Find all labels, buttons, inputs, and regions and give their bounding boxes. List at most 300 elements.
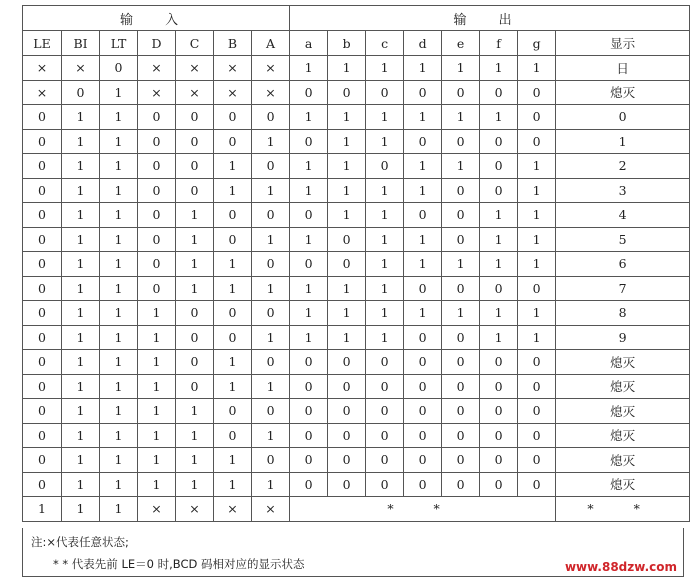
table-cell: 1 <box>366 129 404 154</box>
table-cell: 1 <box>442 301 480 326</box>
table-cell: 1 <box>404 227 442 252</box>
table-cell: 1 <box>290 301 328 326</box>
table-row <box>23 472 690 497</box>
table-cell: × <box>176 56 214 81</box>
table-row <box>23 105 690 130</box>
table-cell: 0 <box>442 178 480 203</box>
table-cell: 1 <box>518 325 556 350</box>
table-cell: 1 <box>480 203 518 228</box>
table-cell: 1 <box>290 178 328 203</box>
table-cell: 1 <box>518 227 556 252</box>
table-cell: 0 <box>138 154 176 179</box>
table-row <box>23 178 690 203</box>
table-cell: 1 <box>366 227 404 252</box>
table-cell: 0 <box>176 178 214 203</box>
table-cell: 1 <box>138 399 176 424</box>
table-cell: 1 <box>100 227 138 252</box>
table-cell: 0 <box>442 472 480 497</box>
table-cell: 1 <box>100 276 138 301</box>
table-cell: 0 <box>442 423 480 448</box>
table-cell: 1 <box>176 423 214 448</box>
table-cell: 1 <box>328 301 366 326</box>
table-cell: 1 <box>100 203 138 228</box>
table-cell: 1 <box>328 178 366 203</box>
table-cell: 0 <box>404 325 442 350</box>
table-cell: 1 <box>100 154 138 179</box>
table-cell: 0 <box>518 105 556 130</box>
table-cell: 0 <box>290 350 328 375</box>
table-cell: 1 <box>480 56 518 81</box>
table-cell: 1 <box>176 448 214 473</box>
column-header: LT <box>100 31 138 56</box>
column-header: LE <box>23 31 62 56</box>
table-cell: 0 <box>138 178 176 203</box>
table-cell: 日 <box>556 56 690 81</box>
table-cell: 1 <box>518 301 556 326</box>
table-row <box>23 399 690 424</box>
table-cell: 1 <box>442 105 480 130</box>
table-row <box>23 129 690 154</box>
table-cell: 1 <box>138 423 176 448</box>
table-cell: 1 <box>23 497 62 522</box>
table-cell: 0 <box>328 252 366 277</box>
table-cell: 0 <box>23 301 62 326</box>
table-cell: 熄灭 <box>556 423 690 448</box>
table-cell: 1 <box>176 472 214 497</box>
table-cell: 8 <box>556 301 690 326</box>
table-cell: 0 <box>214 203 252 228</box>
table-cell: 0 <box>23 154 62 179</box>
table-cell: 0 <box>442 276 480 301</box>
table-cell: 0 <box>62 80 100 105</box>
table-cell: 1 <box>290 56 328 81</box>
table-cell: 0 <box>518 276 556 301</box>
table-cell: 1 <box>366 56 404 81</box>
table-cell: 1 <box>290 154 328 179</box>
table-cell: 0 <box>252 448 290 473</box>
table-cell: 0 <box>442 325 480 350</box>
table-cell: 0 <box>480 276 518 301</box>
table-cell: 0 <box>518 350 556 375</box>
table-cell: 1 <box>100 423 138 448</box>
table-cell: 0 <box>442 350 480 375</box>
table-cell: × <box>62 56 100 81</box>
table-cell: 0 <box>290 399 328 424</box>
table-cell: 1 <box>480 325 518 350</box>
table-cell: 0 <box>328 399 366 424</box>
table-cell: 0 <box>100 56 138 81</box>
table-cell: 0 <box>518 448 556 473</box>
table-cell: 1 <box>366 325 404 350</box>
table-cell: × <box>252 497 290 522</box>
table-cell: 2 <box>556 154 690 179</box>
table-cell: 0 <box>23 276 62 301</box>
table-cell: 1 <box>518 203 556 228</box>
table-cell: 1 <box>290 105 328 130</box>
table-cell: 1 <box>62 252 100 277</box>
table-cell: 4 <box>556 203 690 228</box>
table-cell: 1 <box>518 56 556 81</box>
table-cell: 0 <box>23 129 62 154</box>
table-cell: 1 <box>62 276 100 301</box>
table-cell: × <box>138 56 176 81</box>
table-cell: 0 <box>442 203 480 228</box>
table-cell: 1 <box>214 276 252 301</box>
table-cell: 1 <box>214 350 252 375</box>
table-cell: 0 <box>252 301 290 326</box>
table-cell: 0 <box>366 472 404 497</box>
table-cell: × <box>252 80 290 105</box>
table-cell: 0 <box>138 276 176 301</box>
table-cell: 1 <box>442 56 480 81</box>
table-cell: 1 <box>328 105 366 130</box>
column-header: b <box>328 31 366 56</box>
table-cell: × <box>23 56 62 81</box>
table-row <box>23 301 690 326</box>
column-header: 显示 <box>556 31 690 56</box>
table-cell: 0 <box>404 374 442 399</box>
table-cell: 0 <box>518 399 556 424</box>
table-cell: 0 <box>518 374 556 399</box>
table-cell: 1 <box>252 178 290 203</box>
truth-table <box>22 5 690 522</box>
table-cell: 0 <box>252 105 290 130</box>
table-cell: 1 <box>328 276 366 301</box>
table-cell: 1 <box>62 497 100 522</box>
table-cell: 1 <box>252 129 290 154</box>
table-cell: 1 <box>214 154 252 179</box>
table-cell: 1 <box>404 178 442 203</box>
table-row <box>23 350 690 375</box>
table-cell: × <box>176 80 214 105</box>
table-cell: 1 <box>100 325 138 350</box>
previous-state-outputs: * * <box>290 497 556 522</box>
table-cell: 1 <box>138 301 176 326</box>
table-cell: 1 <box>176 399 214 424</box>
table-cell: 1 <box>62 129 100 154</box>
table-cell: 1 <box>404 154 442 179</box>
table-cell: 1 <box>100 374 138 399</box>
table-cell: 0 <box>480 154 518 179</box>
table-cell: 0 <box>176 154 214 179</box>
table-cell: 1 <box>100 252 138 277</box>
table-row <box>23 423 690 448</box>
table-cell: 0 <box>23 374 62 399</box>
table-cell: 0 <box>23 105 62 130</box>
footnote-line-2: * * 代表先前 LE＝0 时,BCD 码相对应的显示状态 <box>53 557 305 571</box>
table-cell: 1 <box>290 276 328 301</box>
table-cell: 1 <box>62 399 100 424</box>
column-header: d <box>404 31 442 56</box>
table-cell: 0 <box>404 399 442 424</box>
table-cell: 0 <box>214 301 252 326</box>
table-cell: 0 <box>404 276 442 301</box>
table-cell: 0 <box>366 374 404 399</box>
table-cell: 0 <box>442 227 480 252</box>
table-cell: × <box>23 80 62 105</box>
table-cell: 0 <box>290 472 328 497</box>
watermark: www.88dzw.com <box>564 560 677 574</box>
table-cell: 0 <box>480 80 518 105</box>
table-cell: 1 <box>138 472 176 497</box>
table-cell: 0 <box>290 203 328 228</box>
table-cell: 5 <box>556 227 690 252</box>
table-cell: 0 <box>214 129 252 154</box>
table-cell: 1 <box>100 448 138 473</box>
column-header: A <box>252 31 290 56</box>
table-row <box>23 154 690 179</box>
table-cell: 0 <box>328 423 366 448</box>
table-cell: 1 <box>328 154 366 179</box>
table-cell: 0 <box>366 350 404 375</box>
column-header: f <box>480 31 518 56</box>
table-cell: 0 <box>442 448 480 473</box>
column-header: BI <box>62 31 100 56</box>
table-cell: 1 <box>252 325 290 350</box>
table-cell: 1 <box>328 129 366 154</box>
table-cell: 1 <box>100 178 138 203</box>
table-cell: 7 <box>556 276 690 301</box>
table-cell: 1 <box>404 105 442 130</box>
table-cell: 0 <box>404 80 442 105</box>
table-cell: 1 <box>518 154 556 179</box>
column-header: c <box>366 31 404 56</box>
column-header: D <box>138 31 176 56</box>
table-cell: 1 <box>366 105 404 130</box>
table-cell: 1 <box>214 472 252 497</box>
table-cell: 0 <box>252 399 290 424</box>
table-cell: 0 <box>23 325 62 350</box>
table-cell: 1 <box>518 252 556 277</box>
table-cell: 0 <box>176 350 214 375</box>
table-cell: 1 <box>252 374 290 399</box>
table-cell: 1 <box>100 105 138 130</box>
table-cell: 0 <box>404 448 442 473</box>
table-cell: 1 <box>518 178 556 203</box>
table-cell: 0 <box>480 129 518 154</box>
table-cell: 1 <box>252 276 290 301</box>
footnote <box>22 528 684 577</box>
table-cell: 0 <box>214 399 252 424</box>
table-cell: 0 <box>214 325 252 350</box>
table-cell: × <box>252 56 290 81</box>
table-cell: 1 <box>176 276 214 301</box>
table-cell: 0 <box>518 129 556 154</box>
table-cell: 0 <box>442 80 480 105</box>
table-cell: 熄灭 <box>556 80 690 105</box>
table-cell: 0 <box>214 105 252 130</box>
table-cell: 0 <box>442 129 480 154</box>
table-cell: 1 <box>404 252 442 277</box>
table-cell: 0 <box>328 80 366 105</box>
column-header: e <box>442 31 480 56</box>
table-cell: 0 <box>404 350 442 375</box>
table-cell: 0 <box>404 203 442 228</box>
table-cell: 0 <box>252 154 290 179</box>
table-cell: 1 <box>176 227 214 252</box>
table-cell: 1 <box>328 203 366 228</box>
table-cell: 1 <box>100 301 138 326</box>
table-cell: 1 <box>100 399 138 424</box>
table-cell: 1 <box>62 301 100 326</box>
table-cell: × <box>214 497 252 522</box>
table-row <box>23 374 690 399</box>
table-cell: 1 <box>62 472 100 497</box>
table-cell: 1 <box>138 448 176 473</box>
table-cell: 0 <box>252 350 290 375</box>
table-cell: 0 <box>252 203 290 228</box>
table-cell: 0 <box>138 203 176 228</box>
table-cell: 1 <box>214 252 252 277</box>
table-cell: 1 <box>480 252 518 277</box>
table-cell: 0 <box>480 399 518 424</box>
table-cell: 0 <box>176 105 214 130</box>
table-cell: 3 <box>556 178 690 203</box>
column-header-row <box>23 31 690 56</box>
column-header: C <box>176 31 214 56</box>
table-cell: 0 <box>176 374 214 399</box>
table-cell: × <box>138 497 176 522</box>
table-cell: 1 <box>366 252 404 277</box>
table-cell: 1 <box>290 227 328 252</box>
table-cell: 0 <box>290 129 328 154</box>
table-row-last <box>23 497 690 522</box>
table-cell: 0 <box>480 350 518 375</box>
table-cell: 熄灭 <box>556 374 690 399</box>
table-cell: 0 <box>290 252 328 277</box>
table-row <box>23 227 690 252</box>
table-cell: 6 <box>556 252 690 277</box>
table-cell: 9 <box>556 325 690 350</box>
table-cell: 0 <box>138 252 176 277</box>
table-cell: 1 <box>442 252 480 277</box>
table-cell: 0 <box>23 227 62 252</box>
table-cell: 0 <box>480 374 518 399</box>
table-row <box>23 56 690 81</box>
table-cell: 1 <box>62 374 100 399</box>
table-cell: 1 <box>138 374 176 399</box>
table-cell: 0 <box>138 105 176 130</box>
table-cell: 1 <box>214 178 252 203</box>
table-cell: 0 <box>138 227 176 252</box>
table-cell: 0 <box>328 374 366 399</box>
table-cell: 0 <box>556 105 690 130</box>
table-cell: 1 <box>366 276 404 301</box>
table-row <box>23 252 690 277</box>
table-cell: 1 <box>100 472 138 497</box>
table-cell: 0 <box>404 472 442 497</box>
table-cell: 熄灭 <box>556 448 690 473</box>
table-cell: × <box>214 56 252 81</box>
table-cell: 0 <box>23 423 62 448</box>
table-cell: 0 <box>518 80 556 105</box>
table-cell: 0 <box>290 423 328 448</box>
table-cell: 0 <box>366 448 404 473</box>
table-cell: 1 <box>62 227 100 252</box>
table-cell: 0 <box>480 178 518 203</box>
table-cell: 0 <box>442 399 480 424</box>
table-cell: 1 <box>62 105 100 130</box>
table-cell: 1 <box>100 129 138 154</box>
table-cell: 0 <box>23 203 62 228</box>
table-cell: 0 <box>518 423 556 448</box>
table-cell: 熄灭 <box>556 399 690 424</box>
table-cell: 0 <box>290 448 328 473</box>
table-cell: 1 <box>62 203 100 228</box>
table-cell: 熄灭 <box>556 350 690 375</box>
table-cell: 熄灭 <box>556 472 690 497</box>
table-cell: 1 <box>366 178 404 203</box>
footnote-line-1: 注:×代表任意状态; <box>31 535 129 549</box>
outputs-header: 输 出 <box>290 6 690 31</box>
table-cell: 0 <box>328 227 366 252</box>
table-cell: 0 <box>518 472 556 497</box>
table-row <box>23 80 690 105</box>
table-cell: 0 <box>214 423 252 448</box>
inputs-header: 输 入 <box>23 6 290 31</box>
table-row <box>23 448 690 473</box>
table-cell: 0 <box>176 129 214 154</box>
table-cell: 0 <box>366 154 404 179</box>
table-cell: 1 <box>62 448 100 473</box>
table-cell: 0 <box>23 252 62 277</box>
table-cell: 1 <box>138 350 176 375</box>
table-cell: 0 <box>404 129 442 154</box>
table-cell: 0 <box>328 350 366 375</box>
table-cell: 1 <box>62 154 100 179</box>
table-cell: × <box>138 80 176 105</box>
table-cell: 0 <box>366 423 404 448</box>
table-cell: 1 <box>214 374 252 399</box>
table-cell: 1 <box>62 325 100 350</box>
table-cell: 1 <box>252 227 290 252</box>
table-cell: 1 <box>404 301 442 326</box>
table-cell: 1 <box>366 203 404 228</box>
table-cell: 1 <box>214 448 252 473</box>
table-cell: × <box>214 80 252 105</box>
table-cell: 1 <box>176 203 214 228</box>
table-cell: 0 <box>252 252 290 277</box>
table-cell: 0 <box>23 178 62 203</box>
column-header: g <box>518 31 556 56</box>
table-cell: 0 <box>480 448 518 473</box>
table-cell: 1 <box>480 227 518 252</box>
table-cell: 0 <box>480 472 518 497</box>
table-cell: 0 <box>366 80 404 105</box>
table-cell: 0 <box>23 350 62 375</box>
table-cell: 0 <box>23 472 62 497</box>
table-cell: 1 <box>366 301 404 326</box>
table-cell: 1 <box>138 325 176 350</box>
table-cell: 0 <box>23 448 62 473</box>
column-header: a <box>290 31 328 56</box>
table-cell: 0 <box>366 399 404 424</box>
table-cell: 1 <box>480 301 518 326</box>
table-cell: 1 <box>442 154 480 179</box>
table-cell: 0 <box>290 80 328 105</box>
table-cell: 1 <box>480 105 518 130</box>
table-cell: 1 <box>290 325 328 350</box>
table-cell: 0 <box>442 374 480 399</box>
table-cell: 0 <box>23 399 62 424</box>
table-cell: 1 <box>252 472 290 497</box>
table-cell: × <box>176 497 214 522</box>
table-cell: 1 <box>328 56 366 81</box>
table-cell: 1 <box>62 423 100 448</box>
table-cell: 1 <box>176 252 214 277</box>
table-cell: 0 <box>176 325 214 350</box>
table-cell: 1 <box>100 350 138 375</box>
